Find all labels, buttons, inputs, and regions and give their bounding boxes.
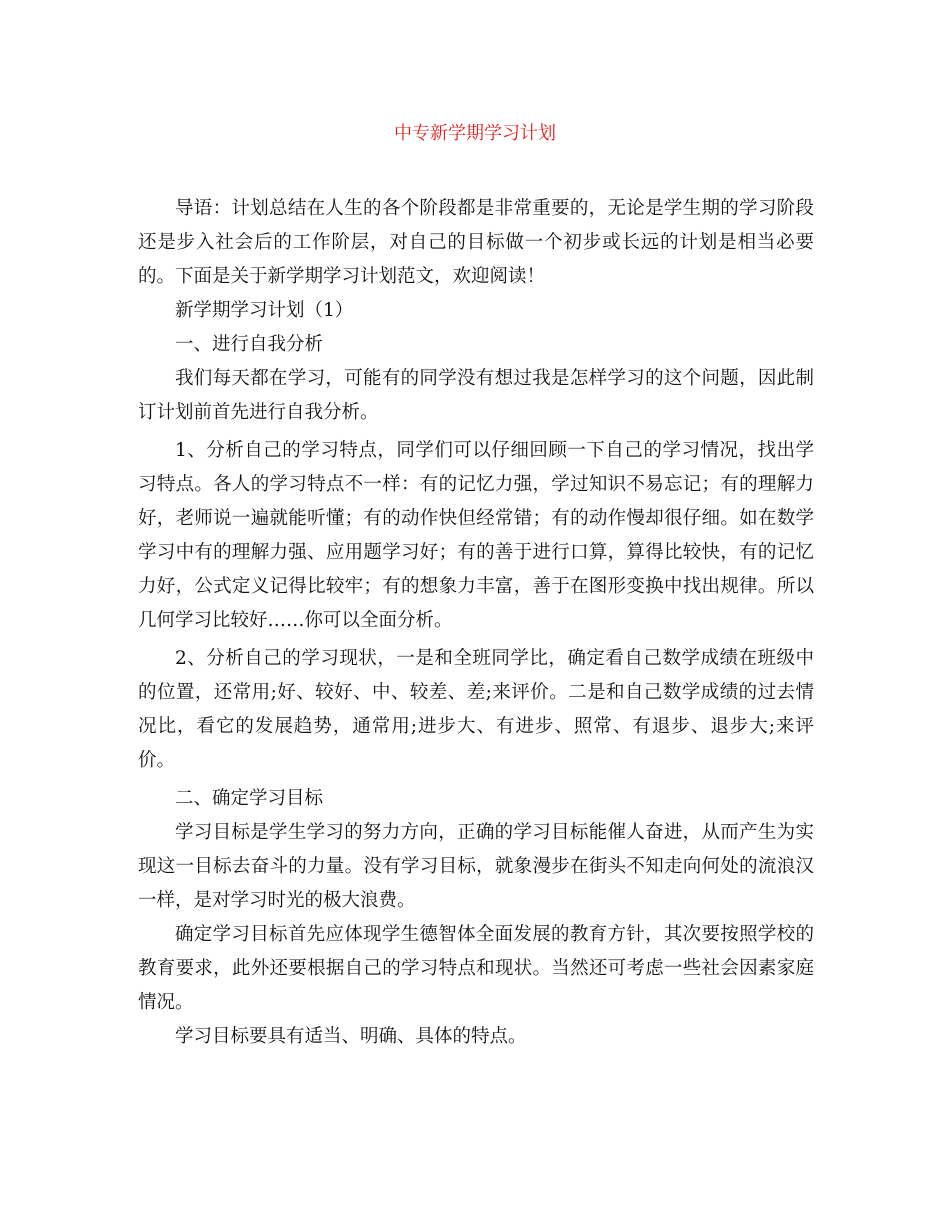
paragraph-goals-basis: 确定学习目标首先应体现学生德智体全面发展的教育方针，其次要按照学校的教育要求，此外还要根据自己的学习特点和现状。当然还可考虑一些社会因素家庭情况。 [138,924,814,1013]
section-heading-self-analysis: 一、进行自我分析 [175,334,324,355]
paragraph-self-analysis: 我们每天都在学习，可能有的同学没有想过我是怎样学习的这个问题，因此制订计划前首先进行自我分析。 [138,368,814,423]
document-title: 中专新学期学习计划 [394,123,556,144]
paragraph-plan-heading: 新学期学习计划（1） [175,300,354,321]
section-heading-goals: 二、确定学习目标 [175,788,324,809]
paragraph-learning-status: 2、分析自己的学习现状，一是和全班同学比，确定看自己数学成绩在班级中的位置，还常用;好、较好、中、较差、差;来评价。二是和自己数学成绩的过去情况比，看它的发展趋势，通常用;进步大、有进步、照常、有退步、退步大;来评价。 [138,648,814,771]
paragraph-intro: 导语：计划总结在人生的各个阶段都是非常重要的，无论是学生期的学习阶段还是步入社会后的工作阶层，对自己的目标做一个初步或长远的计划是相当必要的。下面是关于新学期学习计划范文，欢迎阅读！ [138,198,814,287]
paragraph-goals-traits: 学习目标要具有适当、明确、具体的特点。 [175,1026,527,1047]
paragraph-learning-traits: 1、分析自己的学习特点，同学们可以仔细回顾一下自己的学习情况，找出学习特点。各人的学习特点不一样：有的记忆力强，学过知识不易忘记；有的理解力好，老师说一遍就能听懂；有的动作快但经常错；有的动作慢却很仔细。如在数学学习中有的理解力强、应用题学习好；有的善于进行口算，算得比较快，有的记忆力好，公式定义记得比较牢；有的想象力丰富，善于在图形变换中找出规律。所以几何学习比较好……你可以全面分析。 [138,440,814,631]
paragraph-goals-meaning: 学习目标是学生学习的努力方向，正确的学习目标能催人奋进，从而产生为实现这一目标去奋斗的力量。没有学习目标，就象漫步在街头不知走向何处的流浪汉一样，是对学习时光的极大浪费。 [138,822,814,911]
document-body [138,192,814,1054]
